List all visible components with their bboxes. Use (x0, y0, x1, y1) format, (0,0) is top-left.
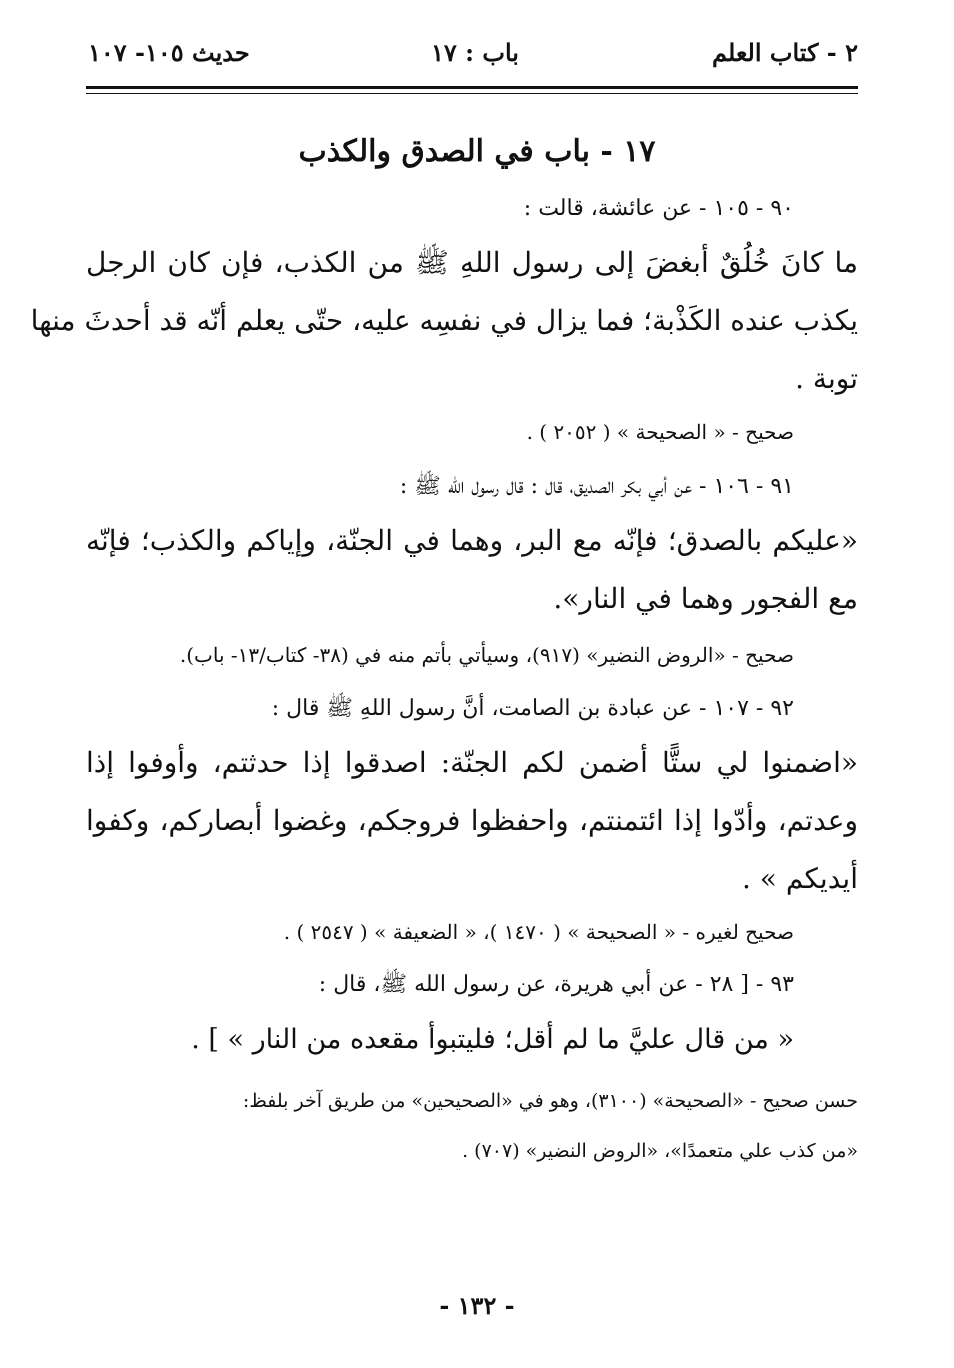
hadith-93-grade-line-2: «من كذب علي متعمدًا»، «الروض النضير» (٧٠٧) . (462, 1140, 858, 1162)
hadith-90-text (30, 246, 858, 395)
hadith-90-line-3: توبة . (795, 362, 858, 395)
page-number: - ١٣٢ - (439, 1291, 515, 1320)
hadith-93-intro: ٩٣ - [ ٢٨ - عن أبي هريرة، عن رسول الله ﷺ، قال : (318, 972, 794, 997)
hadith-92-line-3: أيديكم » . (742, 862, 858, 895)
hadith-90-grade: صحيح - « الصحيحة » ( ٢٠٥٢ ) . (526, 420, 794, 444)
hadith-92-intro: ٩٢ - ١٠٧ - عن عبادة بن الصامت، أنَّ رسول اللهِ ﷺ قال : (271, 696, 794, 721)
hadith-91-grade: صحيح - «الروض النضير» (٩١٧)، وسيأتي بأتم منه في (٣٨- كتاب/١٣- باب). (179, 643, 794, 667)
hadith-93-text: « من قال عليَّ ما لم أقل؛ فليتبوأ مقعده من النار » ] . (191, 1024, 794, 1055)
hadith-92-grade: صحيح لغيره - « الصحيحة » ( ١٤٧٠ )، « الضعيفة » ( ٢٥٤٧ ) . (283, 920, 794, 944)
hadith-91-intro: ٩١ - ١٠٦ - عن أبي بكر الصديق، قال : قال رسول الله ﷺ : (399, 474, 794, 499)
hadith-92-line-1: «اضمنوا لي ستًّا أضمن لكم الجنّة: اصدقوا إذا حدثتم، وأوفوا إذا (86, 746, 858, 779)
hadith-91-line-2: مع الفجور وهما في النار». (553, 582, 858, 615)
header-rule-thin (86, 93, 858, 94)
hadith-90-line-2: يكذب عنده الكَذْبة؛ فما يزال في نفسِه عليه، حتّى يعلم أنّه قد أحدثَ منها (30, 304, 858, 337)
hadith-91-text (86, 524, 858, 615)
hadith-90-line-1: ما كانَ خُلُقٌ أبغضَ إلى رسول اللهِ ﷺ من الكذب، فإن كان الرجل (86, 246, 858, 279)
running-header-book: ٢ - كتاب العلم (712, 38, 858, 67)
running-header-chapter: باب : ١٧ (431, 38, 519, 67)
hadith-91-line-1: «عليكم بالصدق؛ فإنّه مع البر، وهما في الجنّة، وإياكم والكذب؛ فإنّه (86, 524, 858, 557)
header-rule-thick (86, 86, 858, 89)
hadith-93-grade-line-1: حسن صحيح - «الصحيحة» (٣١٠٠)، وهو في «الصحيحين» من طريق آخر بلفظ: (242, 1090, 858, 1112)
hadith-90-intro: ٩٠ - ١٠٥ - عن عائشة، قالت : (523, 196, 794, 221)
hadith-92-line-2: وعدتم، وأدّوا إذا ائتمنتم، واحفظوا فروجكم، وغضوا أبصاركم، وكفوا (86, 804, 858, 837)
chapter-title: ١٧ - باب في الصدق والكذب (298, 134, 656, 169)
running-header-hadith-range: حديث ١٠٥- ١٠٧ (88, 38, 250, 67)
hadith-92-text (86, 746, 858, 895)
